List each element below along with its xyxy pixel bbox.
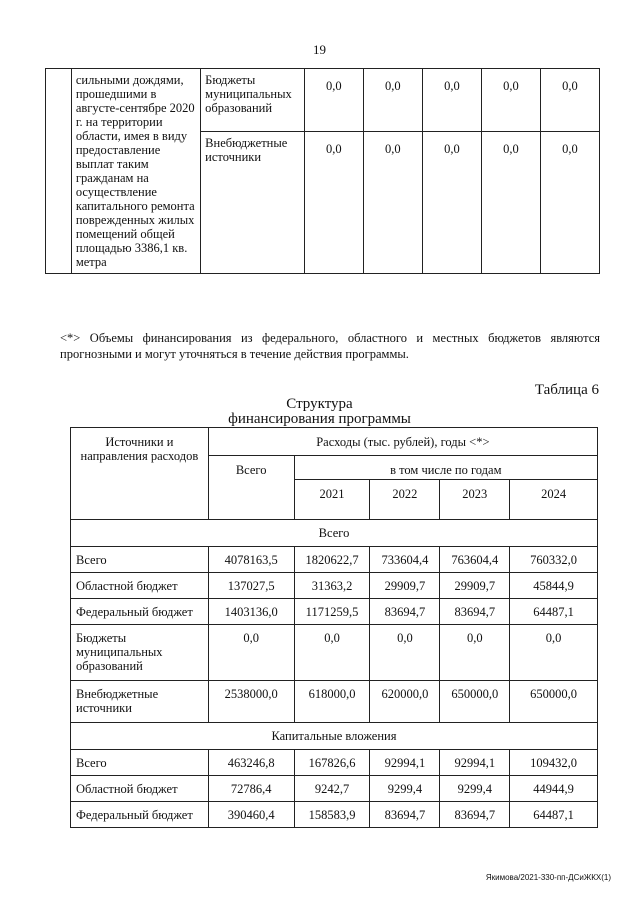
- value-cell: 92994,1: [440, 750, 510, 776]
- value-cell: 0,0: [540, 69, 599, 132]
- table-row: [71, 547, 598, 573]
- section-row: [71, 723, 598, 750]
- value-cell: 92994,1: [370, 750, 440, 776]
- value-cell: 0,0: [422, 132, 481, 274]
- header-total: Всего: [208, 456, 294, 520]
- source-label: Внебюджетные источники: [201, 132, 305, 274]
- value-cell: 72786,4: [208, 776, 294, 802]
- value-cell: 83694,7: [370, 599, 440, 625]
- table-row: [71, 573, 598, 599]
- value-cell: 0,0: [481, 69, 540, 132]
- value-cell: 0,0: [363, 69, 422, 132]
- value-cell: 0,0: [540, 132, 599, 274]
- value-cell: 83694,7: [440, 599, 510, 625]
- value-cell: 620000,0: [370, 681, 440, 723]
- table-subtitle: финансирования программы: [228, 411, 411, 427]
- footnote: <*> Объемы финансирования из федерального, областного и местных бюджетов являются прогнозными и могут уточняться в течение действия программы.: [60, 331, 600, 361]
- value-cell: 0,0: [304, 69, 363, 132]
- row-label: Областной бюджет: [71, 573, 209, 599]
- header-year: 2024: [510, 480, 598, 520]
- value-cell: 0,0: [208, 625, 294, 681]
- measure-description: сильными дождями, прошедшими в августе-сентябре 2020 г. на территории области, имея в виду предоставление выплат таким гражданам на осуществление капитального ремонта поврежденных жилых помещений общей площадью 3386,1 кв. метра: [71, 69, 200, 274]
- value-cell: 0,0: [294, 625, 370, 681]
- value-cell: 1403136,0: [208, 599, 294, 625]
- row-label: Федеральный бюджет: [71, 802, 209, 828]
- financing-table: [70, 427, 598, 828]
- header-year: 2023: [440, 480, 510, 520]
- value-cell: 167826,6: [294, 750, 370, 776]
- table-row: [71, 599, 598, 625]
- section-title: Всего: [71, 520, 598, 547]
- header-expenses: Расходы (тыс. рублей), годы <*>: [208, 428, 597, 456]
- header-sources: Источники и направления расходов: [71, 428, 209, 520]
- value-cell: 0,0: [370, 625, 440, 681]
- value-cell: 618000,0: [294, 681, 370, 723]
- value-cell: 29909,7: [440, 573, 510, 599]
- header-by-years: в том числе по годам: [294, 456, 597, 480]
- value-cell: 390460,4: [208, 802, 294, 828]
- section-row: [71, 520, 598, 547]
- source-label: Бюджеты муниципальных образований: [201, 69, 305, 132]
- value-cell: 64487,1: [510, 599, 598, 625]
- row-label: Всего: [71, 750, 209, 776]
- value-cell: 137027,5: [208, 573, 294, 599]
- row-label: Внебюджетные источники: [71, 681, 209, 723]
- row-label: Областной бюджет: [71, 776, 209, 802]
- document-footer: Якимова/2021-330-пп-ДСиЖКХ(1): [485, 873, 611, 882]
- value-cell: 650000,0: [510, 681, 598, 723]
- value-cell: 83694,7: [370, 802, 440, 828]
- page-number: 19: [313, 42, 326, 57]
- header-year: 2022: [370, 480, 440, 520]
- value-cell: 463246,8: [208, 750, 294, 776]
- value-cell: 83694,7: [440, 802, 510, 828]
- value-cell: 0,0: [440, 625, 510, 681]
- value-cell: 9242,7: [294, 776, 370, 802]
- table-row: [71, 776, 598, 802]
- empty-cell: [46, 69, 72, 274]
- value-cell: 45844,9: [510, 573, 598, 599]
- row-label: Бюджеты муниципальных образований: [71, 625, 209, 681]
- value-cell: 44944,9: [510, 776, 598, 802]
- row-label: Федеральный бюджет: [71, 599, 209, 625]
- value-cell: 763604,4: [440, 547, 510, 573]
- value-cell: 1820622,7: [294, 547, 370, 573]
- value-cell: 0,0: [481, 132, 540, 274]
- value-cell: 64487,1: [510, 802, 598, 828]
- table-row: [46, 69, 600, 132]
- value-cell: 0,0: [422, 69, 481, 132]
- value-cell: 158583,9: [294, 802, 370, 828]
- value-cell: 29909,7: [370, 573, 440, 599]
- value-cell: 0,0: [510, 625, 598, 681]
- header-row: [71, 428, 598, 456]
- header-year: 2021: [294, 480, 370, 520]
- table-title: Структура: [286, 396, 353, 412]
- row-label: Всего: [71, 547, 209, 573]
- table-row: [71, 681, 598, 723]
- value-cell: 9299,4: [440, 776, 510, 802]
- table-row: [71, 802, 598, 828]
- value-cell: 4078163,5: [208, 547, 294, 573]
- value-cell: 733604,4: [370, 547, 440, 573]
- section-title: Капитальные вложения: [71, 723, 598, 750]
- value-cell: 9299,4: [370, 776, 440, 802]
- value-cell: 0,0: [363, 132, 422, 274]
- table-row: [71, 625, 598, 681]
- value-cell: 1171259,5: [294, 599, 370, 625]
- value-cell: 109432,0: [510, 750, 598, 776]
- value-cell: 31363,2: [294, 573, 370, 599]
- value-cell: 760332,0: [510, 547, 598, 573]
- value-cell: 650000,0: [440, 681, 510, 723]
- value-cell: 0,0: [304, 132, 363, 274]
- table-label: Таблица 6: [534, 382, 599, 398]
- table-row: [71, 750, 598, 776]
- continuation-table: [45, 68, 600, 274]
- value-cell: 2538000,0: [208, 681, 294, 723]
